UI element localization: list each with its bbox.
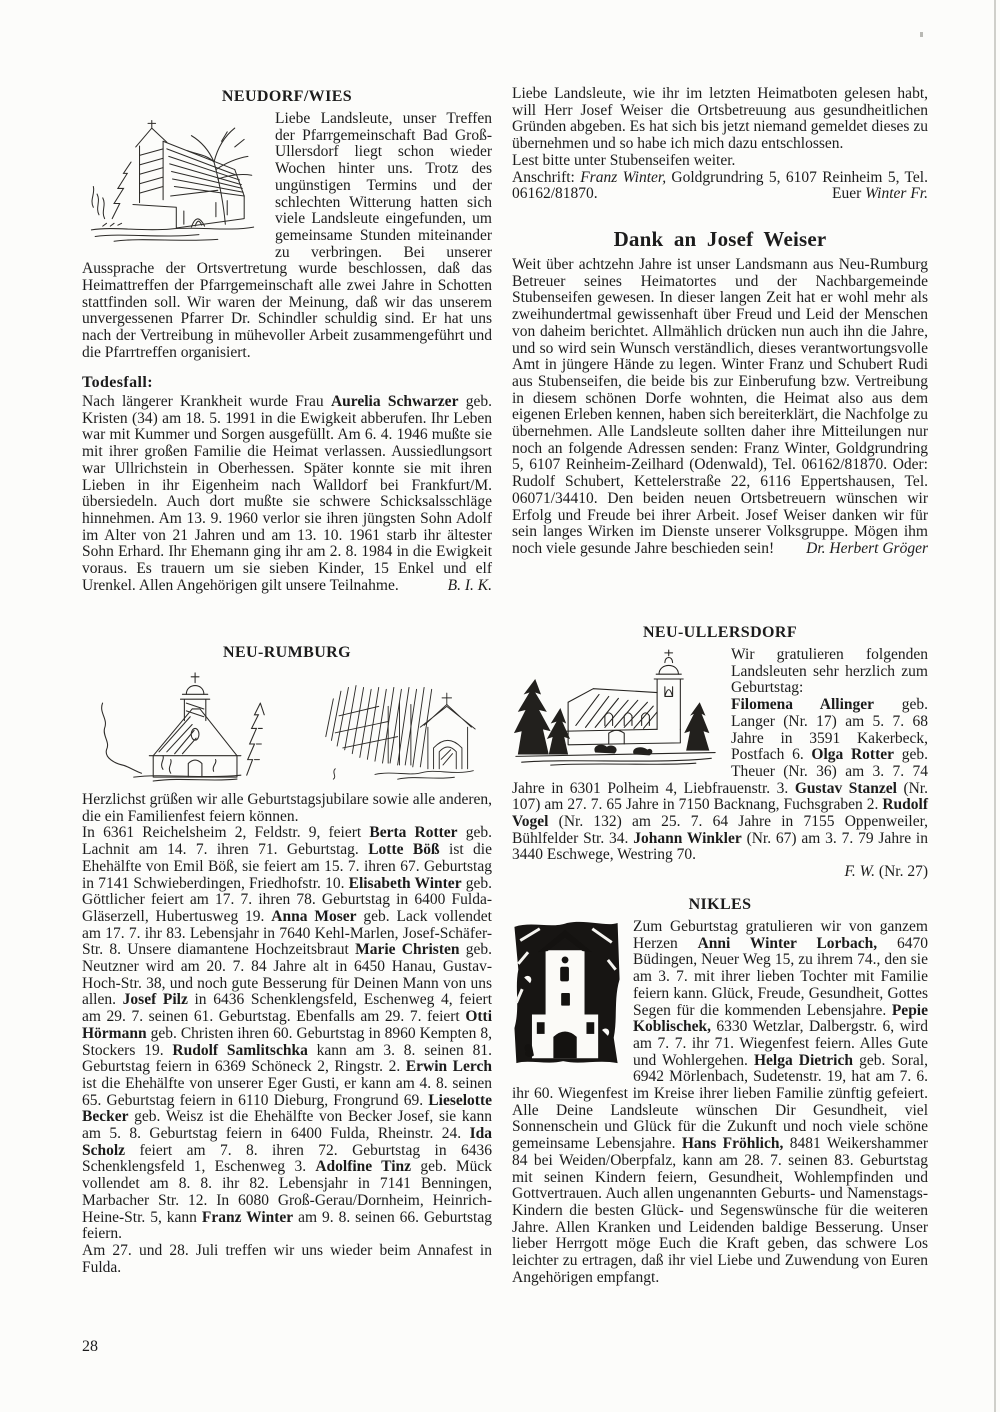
neu-rumburg-intro: Herzlichst grüßen wir alle Geburtstagsjubilare sowie alle anderen, die ein Familienfest feiern können. — [82, 791, 492, 825]
church-sketch-neu-rumburg — [94, 670, 266, 782]
section-heading-neu-ullersdorf: NEU-ULLERSDORF — [642, 624, 798, 641]
church-tower-sketch-nikles — [512, 921, 622, 1067]
todesfall-paragraph — [82, 394, 492, 594]
dank-signature: Dr. Herbert Gröger — [806, 539, 928, 557]
section-nikles — [512, 896, 928, 1286]
dank-paragraph — [512, 257, 928, 558]
church-sketch-neudorf — [82, 113, 264, 245]
nikles-paragraph: Zum Geburtstag gratulieren wir von ganzem Herzen Anni Winter Lorbach, 6470 Büdingen, Neuer Weg 15, zu ihrem 74., den sie am 3. 7. mit ihrer lieben Tochter mit Familie feiern kann. Glück, Freude, Gesundheit, Gottes Segen für die kommenden Lebensjahre. Pepie Koblischek, 6330 Wetzlar, Dalbergstr. 6, wird am 7. 7. ihr 71. Wiegenfest feiern. Alles Gute und Wohlergehen. Helga Dietrich geb. Soral, 6942 Mörlenbach, Sudetenstr. 19, hat am 7. 6. ihr 60. Wiegenfest im Kreise ihrer lieben Familie zünftig gefeiert. Alle Deine Landsleute wünschen Dir Gesundheit, viel Sonnenschein und Glück für die Zukunft und noch viele schöne gemeinsame Lebensjahre. Hans Fröhlich, 8481 Weikershammer 84 bei Weiden/Oberpfalz, kann am 28. 7. seinen 83. Geburtstag mit seinen Kindern feiern, Gesundheit, Wohlempfinden und Gottvertrauen. Auch allen ungenannten Geburts- und Namenstags-Kindern die besten Glück- und Segenswünsche für die weiteren Jahre. Allen Kranken und Leidenden baldige Besserung. Unser lieber Herrgott möge Euch die Kraft geben, das schwere Los leichter zu ertragen, daß ihr viel Liebe und Zuwendung von Euren Angehörigen empfangt. — [512, 918, 929, 1286]
neu-ullersdorf-intro: Wir gratulieren folgenden Landsleuten sehr herzlich zum Geburtstag: — [731, 646, 928, 697]
neu-ullersdorf-signature: F. W. (Nr. 27) — [844, 863, 928, 881]
section-neu-ullersdorf — [512, 624, 928, 881]
neu-rumburg-outro: Am 27. und 28. Juli treffen wir uns wieder beim Annafest in Fulda. — [82, 1241, 492, 1276]
neu-rumburg-illustrations — [82, 670, 492, 782]
page-number: 28 — [82, 1338, 98, 1355]
scan-edge-line — [994, 0, 996, 1412]
section-dank-an-josef-weiser — [512, 227, 928, 558]
weiser-notice-paragraph-2: Lest bitte unter Stubenseifen weiter. — [512, 151, 736, 169]
neu-rumburg-birthdays: In 6361 Reichelsheim 2, Feldstr. 9, feiert Berta Rotter geb. Lachnit am 14. 7. ihren 71. Geburtstag. Lotte Böß ist die Ehehälfte von Emil Böß, sie feiert am 15. 7. ihren 67. Geburtstag in 7141 Schwieberdingen, Friedhofstr. 10. Elisabeth Winter geb. Göttlicher feiert am 17. 7. ihren 78. Geburtstag in 6400 Fulda-Gläserzell, Hubertusweg 19. Anna Moser geb. Lack vollendet am 17. 7. ihr 83. Lebensjahr in 7640 Kehl-Marlen, Josef-Schäfer-Str. 8. Unsere diamantene Hochzeitsbraut Marie Christen geb. Neutzner wird am 20. 7. 84 Jahre alt in 6450 Hanau, Gustav-Hoch-Str. 38, und noch gute Besserung für Deinen Mann von uns allen. Josef Pilz in 6436 Schenklengsfeld, Eschenweg 4, feiert am 29. 7. seinen 61. Geburtstag. Ebenfalls am 29. 7. feiert Otti Hörmann geb. Christen ihren 60. Geburtstag in 8960 Kempten 8, Stockers 19. Rudolf Samlitschka kann am 3. 8. seinen 81. Geburtstag feiern in 6369 Schöneck 2, Ringstr. 2. Erwin Lerch ist die Ehehälfte von unserer Eger Gusti, er kann am 4. 8. seinen 65. Geburtstag feiern in 6110 Dieburg, Frongrund 69. Lieselotte Becker geb. Weisz ist die Ehehälfte von Becker Josef, sie kann am 5. 8. Geburtstag feiern in 6400 Fulda, Rheinstr. 24. Ida Scholz feiert am 7. 8. ihren 72. Geburtstag in 6436 Schenklengsfeld 1, Eschenweg 3. Adolfine Tinz geb. Mück vollendet am 8. 8. ihr 82. Lebensjahr in 7141 Benningen, Marbacher Str. 12. In 6080 Groß-Gerau/Dornheim, Heinrich-Heine-Str. 5, kann Franz Winter am 9. 8. seinen 66. Geburtstag feiern. — [82, 824, 493, 1243]
section-neudorf-wies — [82, 88, 492, 362]
section-heading-dank: Dank an Josef Weiser — [613, 227, 827, 251]
section-heading-neudorf-wies: NEUDORF/WIES — [221, 88, 353, 105]
neu-ullersdorf-birthdays: Filomena Allinger geb. Langer (Nr. 17) am 5. 7. 68 Jahre in 3591 Kakerbeck, Postfach 6. Olga Rotter geb. Theuer (Nr. 36) am 3. 7. 74 Jahre in 6301 Polheim 4, Liebfrauenstr. 3. Gustav Stanzel (Nr. 107) am 27. 7. 65 Jahre in 7150 Backnang, Fuchsgraben 2. Rudolf Vogel (Nr. 132) am 25. 7. 64 Jahre in 7155 Oppenweiler, Bühlfelder Str. 34. Johann Winkler (Nr. 67) am 3. 7. 79 Jahre in 3440 Eschwege, Westring 70. — [512, 696, 928, 864]
scan-artifact — [920, 32, 923, 37]
section-weiser-notice — [512, 86, 928, 203]
neudorf-paragraph: Liebe Landsleute, unser Treffen der Pfarrgemeinschaft Bad Groß-Ullersdorf liegt schon wieder Wochen hinter uns. Trotz des ungünstigen Termins und der schlechten Witterung hatten sich viele Landsleute eingefunden, um gemeinsame Stunden miteinander zu verbringen. Bei unserer Aussprache der Ortsvertretung wurde beschlossen, daß das Heimattreffen der Pfarrgemeinschaft alle zwei Jahre in Schotten stattfinden soll. Wir waren der Meinung, daß wir das unserem unvergessenen Pfarrer Dr. Schindler schuldig sind. Er hat uns nach der Vertreibung in mühevoller Arbeit zusammengeführt und die Pfarrtreffen organisiert. — [82, 110, 492, 361]
weiser-notice-paragraph-1: Liebe Landsleute, wie ihr im letzten Heimatboten gelesen habt, will Herr Josef Weiser die Ortsbetreuung aus gesundheitlichen Gründen abgeben. Es hat sich bis jetzt niemand gemeldet dieses zu übernehmen und so habe ich mich dazu entschlossen. — [512, 85, 928, 153]
church-sketch-neu-ullersdorf — [512, 649, 720, 769]
weiser-notice-signature: Euer Winter Fr. — [831, 185, 928, 203]
section-heading-neu-rumburg: NEU-RUMBURG — [223, 644, 351, 661]
todesfall-text: Nach längerer Krankheit wurde Frau Aurelia Schwarzer geb. Kristen (34) am 18. 5. 1991 in die Ewigkeit abberufen. Ihr Leben war mit Kummer und Sorgen ausgefüllt. Am 6. 4. 1946 mußte sie mit ihrer großen Familie die Heimat verlassen. Aussiedlungsort war Ullrichstein in Oberhessen. Später konnte sie mit ihren Lieben in ihr Eigenheim nach Walldorf bei Frankfurt/M. übersiedeln. Auch dort mußte sie schwere Schicksalsschläge hinnehmen. Am 13. 9. 1960 verlor sie ihren jüngsten Sohn Adolf im Alter von 21 Jahren und am 13. 10. 1961 starb ihr ältester Sohn Erhard. Ihr Ehemann ging ihr am 2. 8. 1984 in die Ewigkeit voraus. Es trauern um sie sieben Kinder, 15 Enkel und elf Urenkel. Allen Angehörigen gilt unsere Teilnahme. — [82, 393, 492, 594]
dank-text: Weit über achtzehn Jahre ist unser Landsmann aus Neu-Rumburg Betreuer seines Heimatortes und der Nachbargemeinde Stubenseifen gewesen. In dieser langen Zeit hat er wohl mehr als zweihundertmal gewissenhaft über Freud und Leid der Menschen von daheim berichtet. Allmählich drücken nun auch ihn die Jahre, und so wird sein Wunsch verständlich, dieses verantwortungsvolle Amt in jüngere Hände zu legen. Winter Franz und Schubert Rudi aus Stubenseifen, die beide bis zur Einberufung bzw. Vertreibung in diesem schönen Dorfe wohnten, die Heimat also aus dem eigenen Erleben kennen, haben sich bereiterklärt, die Nachfolge zu übernehmen. Alle Landsleute sollten daher ihre Mitteilungen nur noch an folgende Adressen senden: Franz Winter, Goldgrundring 5, 6107 Reinheim-Zeilhard (Odenwald), Tel. 06162/81870. Oder: Rudolf Schubert, Kettelerstraße 22, 6116 Eppertshausen, Tel. 06071/34410. Den beiden neuen Ortsbetreuern wünschen wir Erfolg und Freude bei ihrer Arbeit. Josef Weiser danken wir für sein langes Wirken im Dienste unserer Volksgruppe. Mögen ihm noch viele gesunde Jahre beschieden sein! — [512, 256, 928, 557]
weiser-notice-paragraph-3 — [512, 170, 928, 203]
section-neu-rumburg — [82, 644, 492, 1276]
weiser-notice-address: Anschrift: Franz Winter, Goldgrundring 5, 6107 Reinheim 5, Tel. 06162/81870. — [512, 168, 928, 203]
section-heading-nikles: NIKLES — [688, 896, 752, 913]
section-todesfall — [82, 374, 492, 594]
todesfall-signature: B. I. K. — [447, 576, 492, 594]
chapel-sketch-neu-rumburg — [320, 678, 480, 782]
section-heading-todesfall: Todesfall: — [82, 374, 153, 391]
